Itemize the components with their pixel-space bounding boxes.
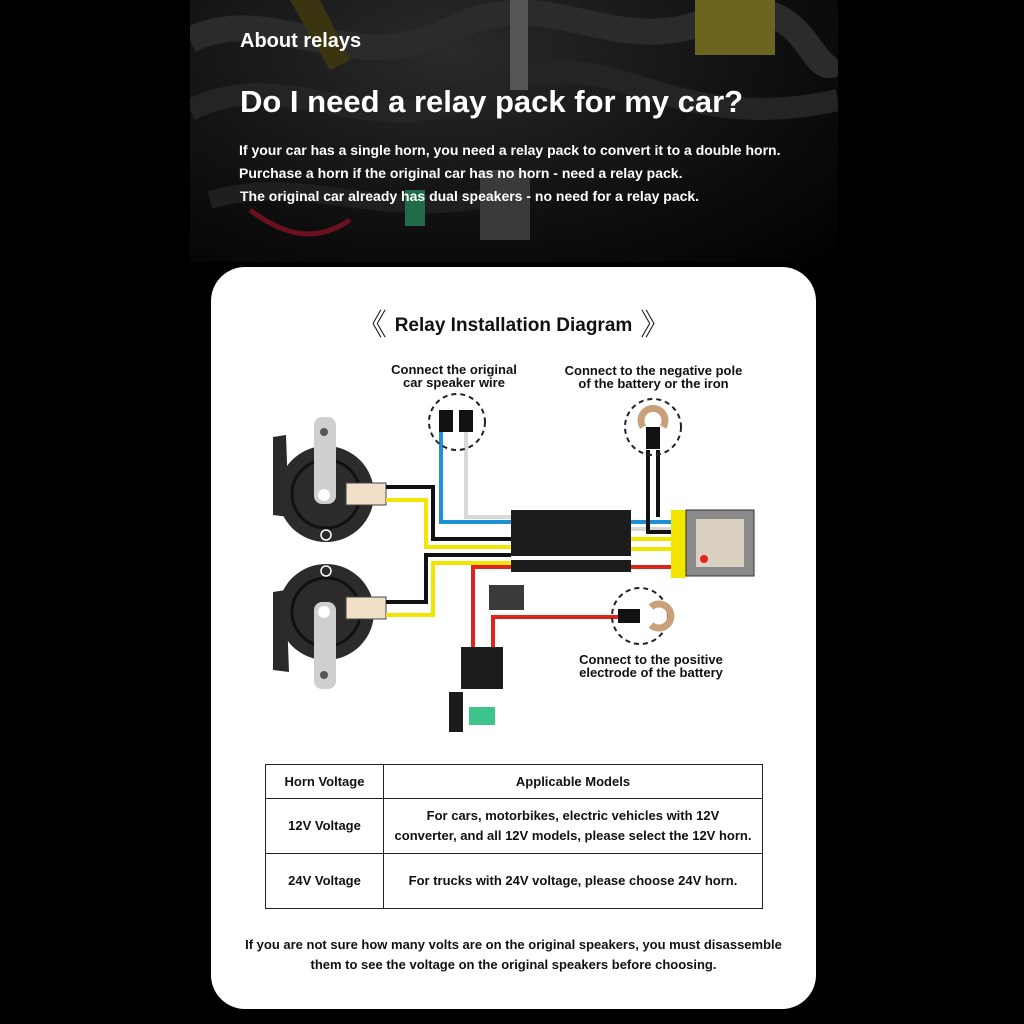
note-line-1: If you are not sure how many volts are on the original speakers, you must disassemble	[245, 937, 782, 952]
table-row	[266, 799, 763, 854]
models-line-1: For cars, motorbikes, electric vehicles with 12V	[426, 808, 720, 823]
horn-bottom	[273, 564, 386, 689]
table-row	[266, 854, 763, 909]
positive-label-line-2: electrode of the battery	[579, 665, 723, 680]
relay-module	[511, 510, 631, 556]
hero-line-2: Purchase a horn if the original car has no horn - need a relay pack.	[239, 165, 683, 181]
positive-terminal	[612, 588, 671, 644]
relay-strip	[511, 560, 631, 572]
negative-label-line-1: Connect to the negative pole	[564, 363, 743, 378]
table-header-row	[266, 765, 763, 799]
speaker-wire-label-line-2: car speaker wire	[403, 375, 505, 390]
horn-top	[273, 417, 386, 542]
speaker-wire-label-line-1: Connect the original	[391, 362, 517, 377]
models-cell	[384, 799, 763, 854]
positive-label-line-1: Connect to the positive	[579, 652, 723, 667]
voltage-table	[265, 764, 763, 909]
installation-panel	[211, 267, 816, 1009]
note-line-2: them to see the voltage on the original speakers before choosing.	[310, 957, 717, 972]
page-title: Do I need a relay pack for my car?	[240, 84, 744, 119]
fuse-holder	[449, 647, 503, 732]
relay-connector	[671, 510, 754, 578]
voltage-note	[241, 935, 786, 975]
header-applicable-models: Applicable Models	[384, 765, 763, 799]
models-cell	[384, 854, 763, 909]
hero-banner	[190, 0, 838, 262]
left-bracket: 《	[356, 309, 387, 342]
negative-label-line-2: of the battery or the iron	[578, 376, 729, 391]
negative-terminal	[625, 399, 681, 455]
hero-line-3: The original car already has dual speakers - no need for a relay pack.	[240, 188, 700, 204]
models-line-2: converter, and all 12V models, please select the 12V horn.	[394, 828, 752, 843]
hero-line-1: If your car has a single horn, you need a relay pack to convert it to a double horn.	[239, 142, 781, 158]
wire-sleeve	[489, 585, 524, 610]
speaker-wire-connector	[429, 394, 485, 450]
section-kicker: About relays	[240, 30, 362, 52]
voltage-cell: 24V Voltage	[266, 854, 384, 909]
models-line-1: For trucks with 24V voltage, please choose 24V horn.	[408, 873, 738, 888]
diagram-title-text: Relay Installation Diagram	[394, 315, 633, 336]
right-bracket: 》	[640, 309, 671, 342]
speaker-wire-label	[379, 363, 529, 389]
positive-label	[566, 653, 736, 679]
negative-label	[551, 364, 756, 390]
voltage-cell: 12V Voltage	[266, 799, 384, 854]
header-horn-voltage: Horn Voltage	[266, 765, 384, 799]
